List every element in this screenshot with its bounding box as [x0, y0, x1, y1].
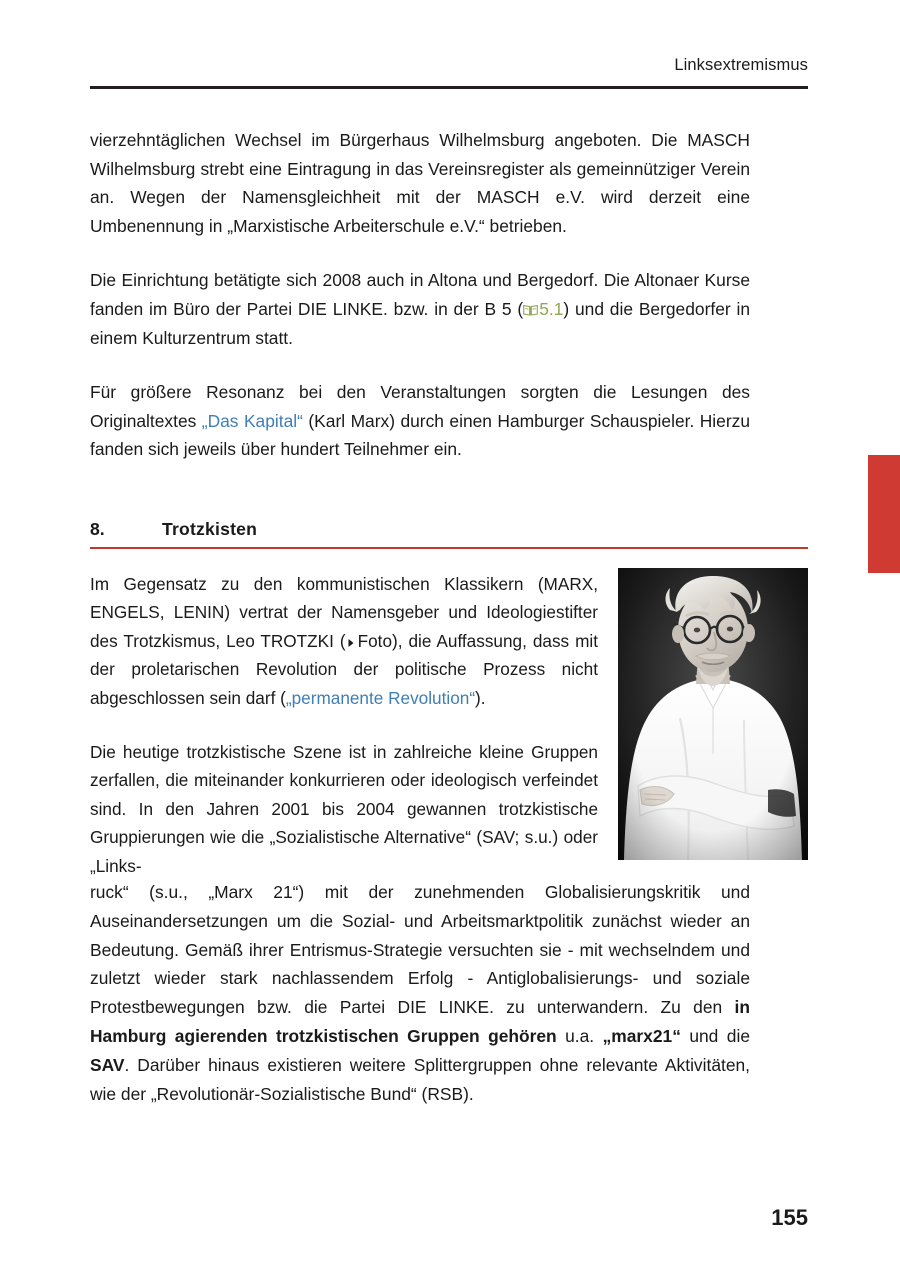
body-content-upper — [90, 126, 750, 464]
paragraph-trotzki-intro — [90, 570, 598, 712]
paragraph-text-tail: (Karl Marx) durch einen Hamburger Schauspieler. Hierzu fanden sich jeweils über hundert Teilnehmer ein. — [90, 410, 751, 460]
paragraph-text-tail: ) und die Bergedorfer in einem Kulturzentrum statt. — [90, 298, 751, 348]
body-content-column — [90, 570, 598, 880]
paragraph-text-lead: ruck“ (s.u., „Marx 21“) mit der zunehmenden Globalisierungskritik und Auseinandersetzungen um die Sozial- und Arbeitsmarktpolitik zunächst wieder an Bedeutung. Gemäß ihrer Entrismus-Strategie versuchten sie - mit wechselndem und zuletzt wieder stark nachlassendem Erfolg - Antiglobalisierungs- und soziale Protestbewegungen bzw. die Partei DIE LINKE. zu unterwandern. Zu den — [90, 882, 750, 1018]
section-heading — [90, 519, 808, 546]
emphasis-sav: SAV — [90, 1054, 125, 1075]
paragraph-text-tail: ). — [475, 687, 486, 708]
paragraph-text-lead: Für größere Resonanz bei den Veranstaltungen sorgten die Lesungen des Originaltextes — [90, 382, 750, 431]
margin-index-tab — [868, 455, 900, 573]
emphasis-hamburg-gruppen: in Hamburg agierenden trotzkistischen Gruppen gehören — [90, 997, 750, 1046]
page-number: 155 — [771, 1205, 808, 1230]
header-title: Linksextremismus — [674, 56, 808, 74]
portrait-photo-trotzki — [618, 568, 808, 860]
paragraph-text-lead: Im Gegensatz zu den kommunistischen Klassikern (MARX, ENGELS, LENIN) vertrat der Namensgeber und Ideologiestifter des Trotzkismus, Leo TROTZKI ( — [90, 574, 598, 651]
book-icon — [523, 296, 538, 308]
paragraph-szene-zerfallen: Die heutige trotzkistische Szene ist in zahlreiche kleine Gruppen zerfallen, die miteinander konkurrieren oder ideologisch verfeindet sind. In den Jahren 2001 bis 2004 gewannen trotzkistische Gruppierungen wie die „Sozialistische Alternative“ (SAV; s.u.) oder „Links- — [90, 742, 598, 876]
paragraph-text-tail: . Darüber hinaus existieren weitere Splittergruppen ohne relevante Aktivitäten, wie der „Revolutionär-Sozialistische Bund“ (RSB). — [90, 1054, 750, 1104]
paragraph-lesungen — [90, 378, 750, 464]
paragraph-text-mid: ), die Auffassung, dass mit der proletarischen Revolution der politische Prozess nicht abgeschlossen sein darf ( — [90, 630, 599, 708]
header-divider — [90, 86, 808, 89]
paragraph-text-mid2: und die — [680, 1025, 750, 1046]
section-title: Trotzkisten — [162, 519, 258, 539]
emphasis-marx21: „marx21“ — [602, 1025, 681, 1046]
section-divider — [90, 547, 808, 549]
section-number: 8. — [90, 519, 105, 539]
paragraph-masch: vierzehntäglichen Wechsel im Bürgerhaus Wilhelmsburg angeboten. Die MASCH Wilhelmsburg strebt eine Eintragung in das Vereinsregister als gemeinnütziger Verein an. Wegen der Namensgleichheit mit der MASCH e.V. wird derzeit eine Umbenennung in „Marxistische Arbeiterschule e.V.“ betrieben. — [90, 130, 750, 236]
triangle-right-icon — [347, 628, 355, 638]
paragraph-text-lead: Die Einrichtung betätigte sich 2008 auch in Altona und Bergedorf. Die Altonaer Kurse fanden im Büro der Partei DIE LINKE. bzw. in der B 5 ( — [90, 270, 750, 319]
photo-reference-label: Foto — [357, 630, 393, 651]
cross-reference-number: 5.1 — [539, 298, 564, 319]
body-content-lower — [90, 878, 750, 1108]
cross-reference-green[interactable] — [523, 299, 563, 319]
link-das-kapital[interactable]: „Das Kapital“ — [201, 410, 303, 431]
paragraph-entrismus — [90, 878, 750, 1108]
link-permanente-revolution[interactable]: „permanente Revolution“ — [285, 687, 476, 708]
paragraph-altona-bergedorf — [90, 266, 750, 352]
paragraph-text-mid1: u.a. — [556, 1025, 603, 1046]
running-header — [90, 56, 808, 81]
